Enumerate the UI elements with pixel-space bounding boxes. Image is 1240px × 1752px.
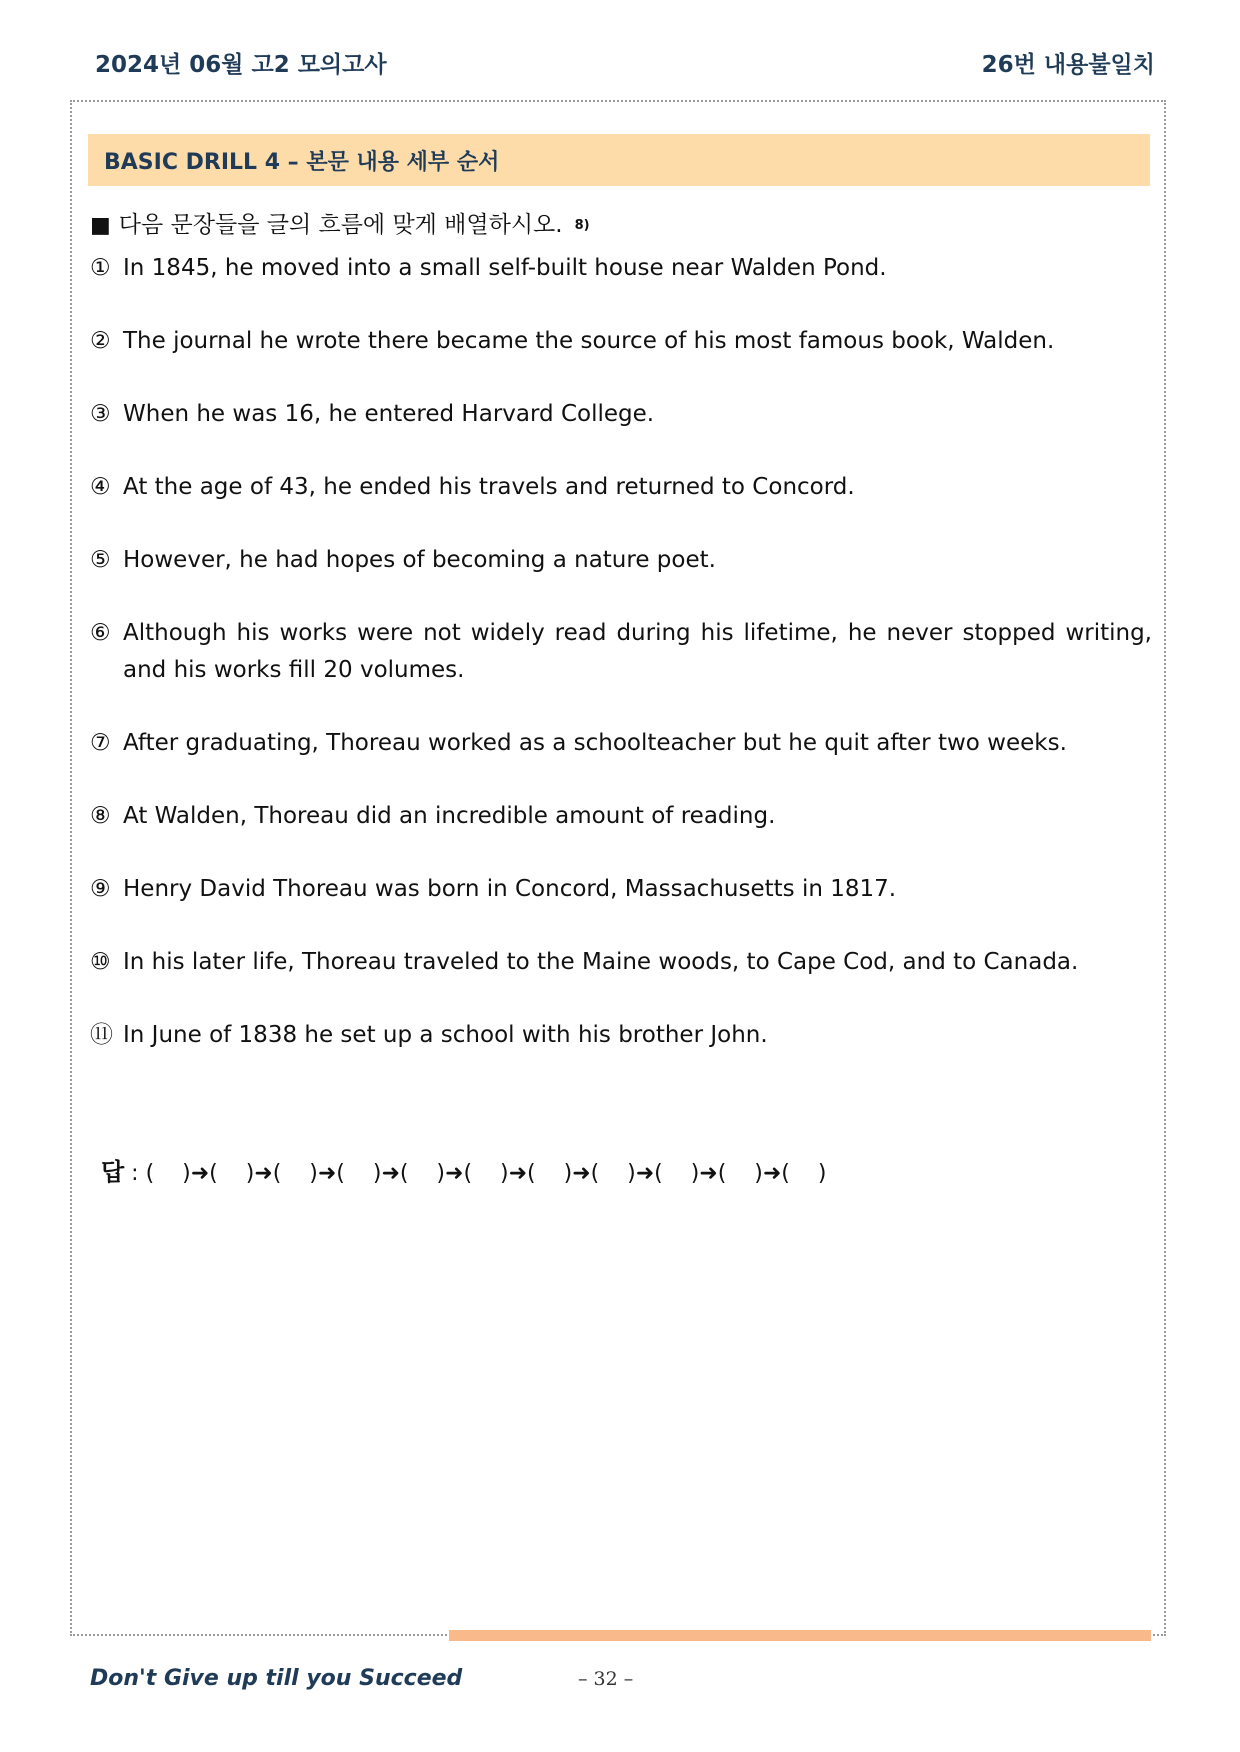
sentence-number: ⑨ (90, 876, 111, 902)
sentence-text: In June of 1838 he set up a school with his brother John. (123, 1022, 768, 1048)
sentence-item (90, 469, 1152, 506)
sentence-text: When he was 16, he entered Harvard College. (123, 401, 655, 427)
sentence-item (90, 250, 1152, 287)
header-exam-title: 2024년 06월 고2 모의고사 (95, 52, 387, 78)
sentence-text: The journal he wrote there became the source of his most famous book, Walden. (123, 328, 1055, 354)
sentence-number: ⑧ (90, 803, 111, 829)
sentence-item (90, 615, 1152, 689)
section-title: BASIC DRILL 4 – 본문 내용 세부 순서 (104, 149, 500, 175)
sentence-number: ② (90, 328, 111, 354)
sentence-text: At the age of 43, he ended his travels and returned to Concord. (123, 474, 855, 500)
sentence-item (90, 396, 1152, 433)
sentence-number: ⑩ (90, 949, 111, 975)
instruction (90, 206, 590, 239)
instruction-text: 다음 문장들을 글의 흐름에 맞게 배열하시오. (118, 212, 563, 238)
sentence-item (90, 871, 1152, 908)
sentence-text: At Walden, Thoreau did an incredible amount of reading. (123, 803, 776, 829)
sentence-item (90, 542, 1152, 579)
sentence-item (90, 725, 1152, 762)
sentence-number: ⑦ (90, 730, 111, 756)
sentence-number: ⑤ (90, 547, 111, 573)
sentence-text: After graduating, Thoreau worked as a schoolteacher but he quit after two weeks. (123, 730, 1067, 756)
sentence-number: ⑪ (90, 1022, 113, 1048)
sentence-item (90, 798, 1152, 835)
footnote-marker: 8) (574, 218, 590, 233)
sentence-text: In 1845, he moved into a small self-built house near Walden Pond. (123, 255, 887, 281)
sentence-number: ④ (90, 474, 111, 500)
sentence-item (90, 323, 1152, 360)
sentence-text: However, he had hopes of becoming a nature poet. (123, 547, 716, 573)
sentence-number: ① (90, 255, 111, 281)
sentence-item (90, 944, 1152, 981)
page-number: – 32 – (578, 1668, 634, 1690)
answer-label: 답 (101, 1158, 125, 1186)
sentence-text: In his later life, Thoreau traveled to the Maine woods, to Cape Cod, and to Canada. (123, 949, 1079, 975)
sentence-text: Although his works were not widely read during his lifetime, he never stopped writing, and his works fill 20 volumes. (123, 620, 1152, 683)
answer-blanks[interactable]: : ( )➜( )➜( )➜( )➜( )➜( )➜( )➜( )➜( )➜( )➜( ) (124, 1161, 827, 1186)
sentence-item (90, 1017, 1152, 1054)
sentence-text: Henry David Thoreau was born in Concord, Massachusetts in 1817. (123, 876, 897, 902)
square-bullet-icon: ■ (90, 213, 111, 238)
sentence-number: ⑥ (90, 620, 111, 646)
answer-line (101, 1152, 826, 1187)
sentence-number: ③ (90, 401, 111, 427)
footer-motto: Don't Give up till you Succeed (90, 1666, 463, 1691)
footer-accent-bar (449, 1630, 1151, 1641)
header-question-type: 26번 내용불일치 (981, 52, 1155, 78)
section-banner (88, 134, 1150, 186)
